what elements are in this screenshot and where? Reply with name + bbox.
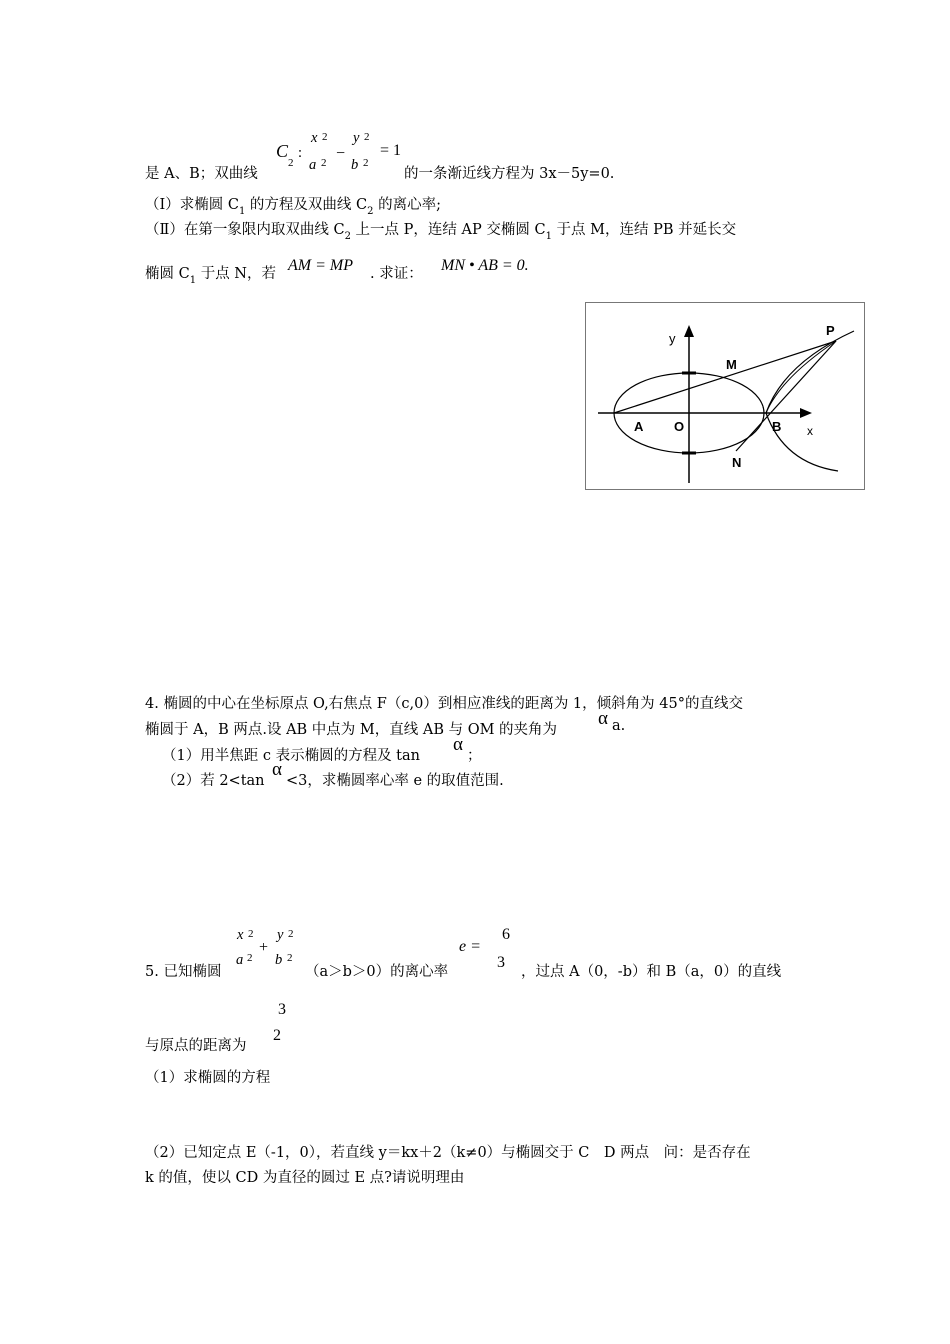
formula-x-exp: 2 bbox=[322, 131, 328, 143]
p3-question-2 bbox=[145, 218, 737, 242]
p3-q1-text-a: （Ⅰ）求椭圆 C bbox=[145, 197, 239, 213]
p3-vector-eq: AM = MP bbox=[288, 257, 353, 274]
p5-frac-a: a bbox=[236, 952, 244, 968]
label-b: B bbox=[772, 419, 782, 434]
p4-alpha-3: α bbox=[272, 759, 282, 780]
p3-q2l2-sub: 1 bbox=[189, 275, 197, 286]
p5-d-den: 2 bbox=[273, 1027, 281, 1044]
p4-sub2-b: <3，求椭圆率心率 e 的取值范围. bbox=[286, 773, 504, 789]
formula-x: x bbox=[311, 130, 318, 146]
formula-c-sub: 2 bbox=[288, 157, 294, 169]
p5-line1-c: ，过点 A（0，-b）和 B（a，0）的直线 bbox=[521, 964, 782, 980]
formula-a: a bbox=[309, 157, 317, 173]
p5-d-num: 3 bbox=[278, 1001, 286, 1018]
p3-q2l2-text-a: 椭圆 C bbox=[145, 266, 190, 282]
p5-frac-x: x bbox=[237, 927, 244, 943]
x-axis-arrow bbox=[800, 408, 812, 418]
p3-prove-eq: MN • AB = 0. bbox=[441, 257, 529, 274]
p5-e-eq: e = bbox=[459, 938, 481, 955]
p4-alpha-2: α bbox=[453, 734, 463, 755]
p3-q2-sub1: 2 bbox=[344, 231, 351, 242]
p3-q2-text-a: （Ⅱ）在第一象限内取双曲线 C bbox=[145, 222, 345, 238]
p4-sub1-b: ； bbox=[467, 748, 482, 764]
formula-y: y bbox=[353, 130, 360, 146]
p5-line1-a: 5. 已知椭圆 bbox=[145, 964, 222, 980]
formula-eq1: = 1 bbox=[380, 142, 402, 159]
p5-question-2-line1: （2）已知定点 E（-1，0），若直线 y＝kx＋2（k≠0）与椭圆交于 C D 两点 问：是否存在 bbox=[145, 1145, 751, 1161]
p4-sub1-a: （1）用半焦距 c 表示椭圆的方程及 tan bbox=[162, 748, 420, 764]
p5-frac-a-exp: 2 bbox=[247, 952, 253, 964]
p4-line2-b: a. bbox=[612, 718, 626, 734]
p4-sub2-a: （2）若 2<tan bbox=[162, 773, 265, 789]
formula-c: C bbox=[276, 141, 289, 161]
label-x: x bbox=[807, 424, 813, 438]
p3-q1-sub1: 1 bbox=[238, 206, 246, 217]
p5-frac-y: y bbox=[277, 927, 284, 943]
p3-question-1 bbox=[145, 193, 441, 217]
p5-question-1: （1）求椭圆的方程 bbox=[145, 1070, 271, 1086]
p3-line1-pre: 是 A、B；双曲线 bbox=[145, 166, 258, 182]
label-a: A bbox=[634, 419, 644, 434]
figure-svg bbox=[586, 303, 864, 489]
p4-alpha-1: α bbox=[598, 708, 608, 729]
p3-prove-label: . 求证： bbox=[370, 266, 423, 282]
p5-frac-plus: + bbox=[259, 939, 269, 956]
p3-q2-sub2: 1 bbox=[545, 231, 552, 242]
formula-y-exp: 2 bbox=[364, 131, 370, 143]
p5-frac-x-exp: 2 bbox=[248, 928, 254, 940]
p3-q2l2-text-b: 于点 N，若 bbox=[196, 266, 276, 282]
p4-line1: 4. 椭圆的中心在坐标原点 O,右焦点 F（c,0）到相应准线的距离为 1，倾斜角为 45°的直线交 bbox=[145, 696, 743, 712]
p5-e-num: 6 bbox=[502, 926, 510, 943]
label-m: M bbox=[726, 357, 737, 372]
p5-frac-b-exp: 2 bbox=[287, 952, 293, 964]
p4-line2-a: 椭圆于 A，B 两点.设 AB 中点为 M，直线 AB 与 OM 的夹角为 bbox=[145, 722, 558, 738]
p5-line1-b: （a＞b＞0）的离心率 bbox=[305, 964, 449, 980]
p3-line1-post: 的一条渐近线方程为 3x－5y=0. bbox=[404, 166, 615, 182]
label-n: N bbox=[732, 455, 742, 470]
p5-frac-y-exp: 2 bbox=[288, 928, 294, 940]
ellipse-hyperbola-figure bbox=[585, 302, 865, 490]
p3-q2-text-b: 上一点 P，连结 AP 交椭圆 C bbox=[350, 222, 546, 238]
label-y: y bbox=[669, 331, 676, 346]
formula-a-exp: 2 bbox=[321, 157, 327, 169]
p5-question-2-line2: k 的值，使以 CD 为直径的圆过 E 点?请说明理由 bbox=[145, 1170, 465, 1186]
p5-frac-b: b bbox=[275, 952, 283, 968]
label-o: O bbox=[674, 419, 685, 434]
p5-line2: 与原点的距离为 bbox=[145, 1038, 247, 1054]
formula-b: b bbox=[351, 157, 359, 173]
p3-q1-text-c: 的离心率; bbox=[373, 197, 441, 213]
p3-question-2-line2 bbox=[145, 262, 276, 286]
y-axis-arrow bbox=[684, 325, 694, 337]
p5-e-den: 3 bbox=[497, 954, 505, 971]
p3-q1-sub2: 2 bbox=[367, 206, 374, 217]
p3-q1-text-b: 的方程及双曲线 C bbox=[245, 197, 368, 213]
formula-b-exp: 2 bbox=[363, 157, 369, 169]
hyperbola-c2 bbox=[766, 331, 854, 471]
formula-colon: : bbox=[298, 145, 303, 161]
label-p: P bbox=[826, 323, 835, 338]
p3-q2-text-c: 于点 M，连结 PB 并延长交 bbox=[551, 222, 737, 238]
formula-minus: − bbox=[336, 145, 346, 162]
